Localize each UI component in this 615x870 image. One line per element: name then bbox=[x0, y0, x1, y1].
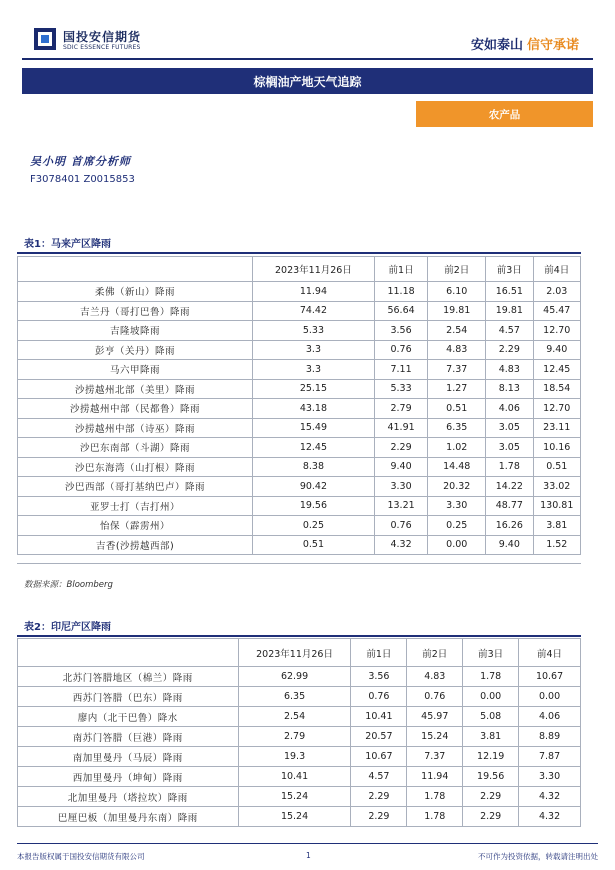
rainfall-cell: 18.54 bbox=[533, 379, 580, 399]
rainfall-cell: 8.89 bbox=[519, 727, 581, 747]
rainfall-cell: 12.45 bbox=[253, 438, 375, 458]
rainfall-cell: 19.56 bbox=[463, 767, 519, 787]
rainfall-cell: 2.03 bbox=[533, 282, 580, 302]
footer-disclaimer: 不可作为投资依据，转载请注明出处 bbox=[478, 852, 598, 861]
rainfall-cell: 11.94 bbox=[253, 282, 375, 302]
rainfall-cell: 4.83 bbox=[428, 340, 486, 360]
rainfall-cell: 9.40 bbox=[374, 457, 428, 477]
region-cell: 沙捞越州中部（民都鲁）降雨 bbox=[18, 399, 253, 419]
rainfall-cell: 1.27 bbox=[428, 379, 486, 399]
rainfall-cell: 0.25 bbox=[253, 516, 375, 536]
region-cell: 柔佛（新山）降雨 bbox=[18, 282, 253, 302]
column-header: 前3日 bbox=[486, 257, 533, 282]
column-header: 前4日 bbox=[533, 257, 580, 282]
rainfall-cell: 3.30 bbox=[428, 496, 486, 516]
rainfall-cell: 1.78 bbox=[407, 807, 463, 827]
header-divider bbox=[22, 58, 593, 60]
rainfall-cell: 10.41 bbox=[238, 767, 351, 787]
rainfall-cell: 4.57 bbox=[351, 767, 407, 787]
table-row bbox=[18, 516, 581, 536]
rainfall-cell: 25.15 bbox=[253, 379, 375, 399]
rainfall-cell: 16.51 bbox=[486, 282, 533, 302]
rainfall-cell: 33.02 bbox=[533, 477, 580, 497]
column-header: 2023年11月26日 bbox=[253, 257, 375, 282]
region-cell: 马六甲降雨 bbox=[18, 360, 253, 380]
rainfall-cell: 19.56 bbox=[253, 496, 375, 516]
region-cell: 吉香(沙捞越西部) bbox=[18, 535, 253, 555]
column-header: 2023年11月26日 bbox=[238, 639, 351, 667]
table-row bbox=[18, 767, 581, 787]
rainfall-cell: 0.00 bbox=[519, 687, 581, 707]
rainfall-cell: 4.83 bbox=[407, 667, 463, 687]
rainfall-cell: 3.81 bbox=[463, 727, 519, 747]
region-cell: 西加里曼丹（坤甸）降雨 bbox=[18, 767, 239, 787]
table-row bbox=[18, 301, 581, 321]
region-cell: 沙巴西部（哥打基纳巴卢）降雨 bbox=[18, 477, 253, 497]
rainfall-cell: 5.33 bbox=[374, 379, 428, 399]
rainfall-cell: 12.45 bbox=[533, 360, 580, 380]
rainfall-cell: 10.16 bbox=[533, 438, 580, 458]
rainfall-cell: 19.81 bbox=[486, 301, 533, 321]
rainfall-cell: 11.94 bbox=[407, 767, 463, 787]
rainfall-cell: 2.54 bbox=[428, 321, 486, 341]
rainfall-cell: 3.05 bbox=[486, 438, 533, 458]
rainfall-cell: 12.70 bbox=[533, 321, 580, 341]
table2-caption: 表2：印尼产区降雨 bbox=[24, 622, 111, 633]
rainfall-cell: 15.49 bbox=[253, 418, 375, 438]
rainfall-cell: 15.24 bbox=[238, 787, 351, 807]
table-row bbox=[18, 282, 581, 302]
rainfall-cell: 4.06 bbox=[519, 707, 581, 727]
rainfall-cell: 1.78 bbox=[407, 787, 463, 807]
table-row bbox=[18, 321, 581, 341]
table1-caption: 表1：马来产区降雨 bbox=[24, 239, 111, 250]
rainfall-cell: 19.81 bbox=[428, 301, 486, 321]
rainfall-cell: 1.78 bbox=[463, 667, 519, 687]
rainfall-cell: 2.29 bbox=[463, 807, 519, 827]
rainfall-cell: 8.38 bbox=[253, 457, 375, 477]
rainfall-cell: 130.81 bbox=[533, 496, 580, 516]
rainfall-cell: 3.56 bbox=[351, 667, 407, 687]
rainfall-cell: 1.78 bbox=[486, 457, 533, 477]
region-cell: 西苏门答腊（巴东）降雨 bbox=[18, 687, 239, 707]
region-cell: 南苏门答腊（巨港）降雨 bbox=[18, 727, 239, 747]
table-row bbox=[18, 438, 581, 458]
page-header bbox=[0, 0, 615, 62]
rainfall-cell: 12.70 bbox=[533, 399, 580, 419]
company-name: 国投安信期货 bbox=[63, 30, 142, 44]
region-cell: 巴厘巴板（加里曼丹东南）降雨 bbox=[18, 807, 239, 827]
region-cell: 沙捞越州北部（美里）降雨 bbox=[18, 379, 253, 399]
rainfall-cell: 5.08 bbox=[463, 707, 519, 727]
rainfall-cell: 74.42 bbox=[253, 301, 375, 321]
rainfall-cell: 5.33 bbox=[253, 321, 375, 341]
rainfall-cell: 6.10 bbox=[428, 282, 486, 302]
table-row bbox=[18, 457, 581, 477]
rainfall-cell: 16.26 bbox=[486, 516, 533, 536]
column-header: 前3日 bbox=[463, 639, 519, 667]
rainfall-cell: 4.57 bbox=[486, 321, 533, 341]
rainfall-cell: 3.3 bbox=[253, 360, 375, 380]
slogan-part2: 信守承诺 bbox=[526, 38, 579, 53]
region-cell: 沙巴东海湾（山打根）降雨 bbox=[18, 457, 253, 477]
table-row bbox=[18, 360, 581, 380]
rainfall-cell: 3.05 bbox=[486, 418, 533, 438]
table-row bbox=[18, 399, 581, 419]
rainfall-cell: 7.87 bbox=[519, 747, 581, 767]
slogan bbox=[471, 34, 579, 53]
rainfall-cell: 0.76 bbox=[374, 340, 428, 360]
region-cell: 彭亨（关丹）降雨 bbox=[18, 340, 253, 360]
rainfall-cell: 13.21 bbox=[374, 496, 428, 516]
table-row bbox=[18, 418, 581, 438]
rainfall-cell: 7.37 bbox=[407, 747, 463, 767]
table-row bbox=[18, 687, 581, 707]
region-cell: 廖内（北干巴鲁）降水 bbox=[18, 707, 239, 727]
rainfall-cell: 2.79 bbox=[374, 399, 428, 419]
table-row bbox=[18, 535, 581, 555]
rainfall-cell: 10.41 bbox=[351, 707, 407, 727]
header-row bbox=[18, 257, 581, 282]
rainfall-cell: 6.35 bbox=[238, 687, 351, 707]
rainfall-cell: 0.51 bbox=[533, 457, 580, 477]
table2-indonesia-rainfall bbox=[17, 638, 581, 827]
region-cell: 吉兰丹（哥打巴鲁）降雨 bbox=[18, 301, 253, 321]
column-header: 前2日 bbox=[428, 257, 486, 282]
rainfall-cell: 0.76 bbox=[407, 687, 463, 707]
table-row bbox=[18, 379, 581, 399]
rainfall-cell: 56.64 bbox=[374, 301, 428, 321]
rainfall-cell: 2.29 bbox=[374, 438, 428, 458]
table-row bbox=[18, 667, 581, 687]
rainfall-cell: 45.47 bbox=[533, 301, 580, 321]
page-number: 1 bbox=[306, 851, 311, 860]
rainfall-cell: 2.54 bbox=[238, 707, 351, 727]
analyst-name: 吴小明 首席分析师 bbox=[30, 155, 131, 168]
region-cell: 南加里曼丹（马辰）降雨 bbox=[18, 747, 239, 767]
rainfall-cell: 15.24 bbox=[238, 807, 351, 827]
region-cell: 吉隆坡降雨 bbox=[18, 321, 253, 341]
footer-copyright: 本报告版权属于国投安信期货有限公司 bbox=[17, 852, 145, 861]
rainfall-cell: 20.32 bbox=[428, 477, 486, 497]
rainfall-cell: 3.30 bbox=[519, 767, 581, 787]
rainfall-cell: 2.29 bbox=[351, 787, 407, 807]
rainfall-cell: 2.29 bbox=[486, 340, 533, 360]
company-logo-icon bbox=[33, 27, 57, 51]
rainfall-cell: 4.06 bbox=[486, 399, 533, 419]
rainfall-cell: 45.97 bbox=[407, 707, 463, 727]
rainfall-cell: 7.11 bbox=[374, 360, 428, 380]
company-name-en: SDIC ESSENCE FUTURES bbox=[63, 44, 141, 51]
table1-malaysia-rainfall bbox=[17, 256, 581, 555]
rainfall-cell: 11.18 bbox=[374, 282, 428, 302]
header-row bbox=[18, 639, 581, 667]
rainfall-cell: 0.25 bbox=[428, 516, 486, 536]
rainfall-cell: 15.24 bbox=[407, 727, 463, 747]
rainfall-cell: 10.67 bbox=[519, 667, 581, 687]
data-source: 数据来源：Bloomberg bbox=[24, 580, 113, 590]
region-cell: 北苏门答腊地区（棉兰）降雨 bbox=[18, 667, 239, 687]
table-row bbox=[18, 340, 581, 360]
table-row bbox=[18, 496, 581, 516]
rainfall-cell: 9.40 bbox=[533, 340, 580, 360]
rainfall-cell: 2.29 bbox=[351, 807, 407, 827]
column-header bbox=[18, 257, 253, 282]
rainfall-cell: 3.56 bbox=[374, 321, 428, 341]
rainfall-cell: 4.32 bbox=[374, 535, 428, 555]
region-cell: 亚罗士打（吉打州） bbox=[18, 496, 253, 516]
rainfall-cell: 0.00 bbox=[463, 687, 519, 707]
table-row bbox=[18, 707, 581, 727]
rainfall-cell: 23.11 bbox=[533, 418, 580, 438]
region-cell: 北加里曼丹（塔拉坎）降雨 bbox=[18, 787, 239, 807]
region-cell: 沙捞越州中部（诗巫）降雨 bbox=[18, 418, 253, 438]
table-row bbox=[18, 787, 581, 807]
rainfall-cell: 8.13 bbox=[486, 379, 533, 399]
rainfall-cell: 4.32 bbox=[519, 807, 581, 827]
slogan-part1: 安如泰山 bbox=[470, 38, 523, 53]
rainfall-cell: 41.91 bbox=[374, 418, 428, 438]
rainfall-cell: 48.77 bbox=[486, 496, 533, 516]
table-row bbox=[18, 477, 581, 497]
rainfall-cell: 90.42 bbox=[253, 477, 375, 497]
rainfall-cell: 0.51 bbox=[428, 399, 486, 419]
category-tag: 农产品 bbox=[416, 101, 593, 127]
table-row bbox=[18, 807, 581, 827]
rainfall-cell: 3.81 bbox=[533, 516, 580, 536]
rainfall-cell: 62.99 bbox=[238, 667, 351, 687]
analyst-codes: F3078401 Z0015853 bbox=[30, 174, 135, 185]
column-header: 前1日 bbox=[351, 639, 407, 667]
rainfall-cell: 4.32 bbox=[519, 787, 581, 807]
rainfall-cell: 19.3 bbox=[238, 747, 351, 767]
column-header: 前2日 bbox=[407, 639, 463, 667]
column-header: 前4日 bbox=[519, 639, 581, 667]
rainfall-cell: 7.37 bbox=[428, 360, 486, 380]
footer-divider bbox=[17, 843, 598, 844]
report-title: 棕榈油产地天气追踪 bbox=[22, 68, 593, 94]
rainfall-cell: 0.76 bbox=[374, 516, 428, 536]
rainfall-cell: 20.57 bbox=[351, 727, 407, 747]
rainfall-cell: 2.29 bbox=[463, 787, 519, 807]
rainfall-cell: 0.76 bbox=[351, 687, 407, 707]
rainfall-cell: 0.00 bbox=[428, 535, 486, 555]
rainfall-cell: 1.02 bbox=[428, 438, 486, 458]
rainfall-cell: 3.3 bbox=[253, 340, 375, 360]
rainfall-cell: 12.19 bbox=[463, 747, 519, 767]
rainfall-cell: 14.22 bbox=[486, 477, 533, 497]
table2-bottom-rule bbox=[17, 826, 581, 827]
table1-caption-rule bbox=[17, 252, 581, 254]
rainfall-cell: 0.51 bbox=[253, 535, 375, 555]
region-cell: 怡保（霹雳州） bbox=[18, 516, 253, 536]
table-row bbox=[18, 727, 581, 747]
rainfall-cell: 1.52 bbox=[533, 535, 580, 555]
region-cell: 沙巴东南部（斗湖）降雨 bbox=[18, 438, 253, 458]
column-header: 前1日 bbox=[374, 257, 428, 282]
rainfall-cell: 3.30 bbox=[374, 477, 428, 497]
rainfall-cell: 9.40 bbox=[486, 535, 533, 555]
rainfall-cell: 14.48 bbox=[428, 457, 486, 477]
rainfall-cell: 2.79 bbox=[238, 727, 351, 747]
rainfall-cell: 10.67 bbox=[351, 747, 407, 767]
table-row bbox=[18, 747, 581, 767]
rainfall-cell: 43.18 bbox=[253, 399, 375, 419]
table1-bottom-rule bbox=[17, 563, 581, 564]
rainfall-cell: 6.35 bbox=[428, 418, 486, 438]
rainfall-cell: 4.83 bbox=[486, 360, 533, 380]
column-header bbox=[18, 639, 239, 667]
table2-caption-rule bbox=[17, 635, 581, 637]
